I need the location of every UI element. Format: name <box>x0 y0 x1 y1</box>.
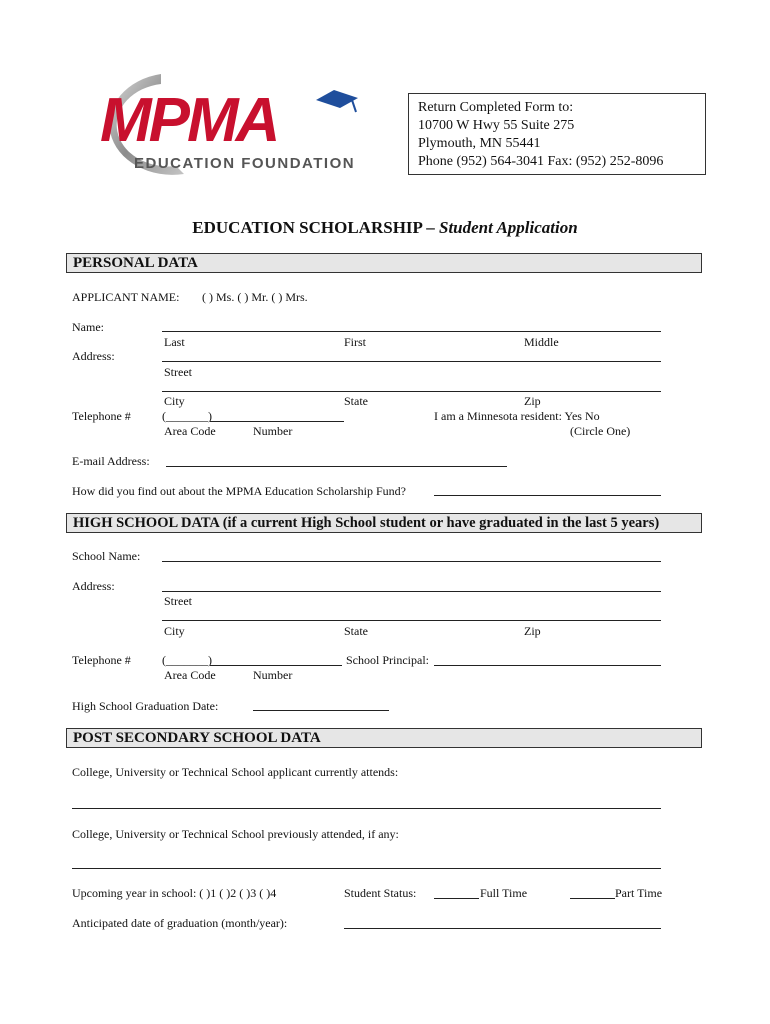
current-school-field[interactable] <box>72 808 661 809</box>
hs-grad-date-field[interactable] <box>253 710 389 711</box>
hs-city-state-zip-field[interactable] <box>162 620 661 621</box>
logo-wordmark: MPMA <box>100 86 278 155</box>
hs-area-code-field[interactable]: (_______) <box>162 653 212 667</box>
phone-number-field[interactable] <box>210 421 344 422</box>
telephone-label: Telephone # <box>72 409 131 423</box>
high-school-header <box>66 513 702 533</box>
school-name-field[interactable] <box>162 561 661 562</box>
city-state-zip-field[interactable] <box>162 391 661 392</box>
hs-zip-caption: Zip <box>524 624 541 638</box>
previous-school-field[interactable] <box>72 868 661 869</box>
anticipated-grad-label: Anticipated date of graduation (month/year): <box>72 916 288 930</box>
state-caption: State <box>344 394 368 408</box>
upcoming-year-options[interactable]: Upcoming year in school: ( )1 ( )2 ( )3 ( )4 <box>72 886 277 900</box>
last-caption: Last <box>164 335 185 349</box>
title-italic: Student Application <box>438 218 578 237</box>
school-principal-field[interactable] <box>434 665 661 666</box>
area-code-field[interactable]: (_______) <box>162 409 212 423</box>
city-caption: City <box>164 394 185 408</box>
street-field[interactable] <box>162 361 661 362</box>
street-caption: Street <box>164 365 192 379</box>
hs-address-label: Address: <box>72 579 115 593</box>
circle-one-caption: (Circle One) <box>570 424 631 438</box>
how-find-label: How did you find out about the MPMA Education Scholarship Fund? <box>72 484 406 498</box>
mpma-logo <box>66 68 366 178</box>
return-line-2: 10700 W Hwy 55 Suite 275 <box>418 118 575 133</box>
area-code-caption: Area Code <box>164 424 216 438</box>
part-time-blank[interactable] <box>570 898 615 899</box>
school-name-label: School Name: <box>72 549 141 563</box>
number-caption: Number <box>253 424 293 438</box>
full-time-blank[interactable] <box>434 898 479 899</box>
mn-resident-question[interactable]: I am a Minnesota resident: Yes No <box>434 409 600 423</box>
hs-phone-number-field[interactable] <box>210 665 342 666</box>
part-time-label: Part Time <box>615 886 663 900</box>
email-label: E-mail Address: <box>72 454 150 468</box>
hs-state-caption: State <box>344 624 368 638</box>
zip-caption: Zip <box>524 394 541 408</box>
return-line-4: Phone (952) 564-3041 Fax: (952) 252-8096 <box>418 154 664 169</box>
hs-street-field[interactable] <box>162 591 661 592</box>
name-label: Name: <box>72 320 104 334</box>
hs-city-caption: City <box>164 624 185 638</box>
first-caption: First <box>344 335 367 349</box>
graduation-cap-icon <box>316 90 358 108</box>
anticipated-grad-field[interactable] <box>344 928 661 929</box>
how-find-field[interactable] <box>434 495 661 496</box>
name-field[interactable] <box>162 331 661 332</box>
form-title <box>0 218 770 238</box>
salutation-options[interactable]: ( ) Ms. ( ) Mr. ( ) Mrs. <box>202 290 308 304</box>
return-line-3: Plymouth, MN 55441 <box>418 136 541 151</box>
hs-telephone-label: Telephone # <box>72 653 131 667</box>
current-school-label: College, University or Technical School applicant currently attends: <box>72 765 399 779</box>
middle-caption: Middle <box>524 335 559 349</box>
title-main: EDUCATION SCHOLARSHIP – <box>192 218 439 237</box>
section-title: HIGH SCHOOL DATA (if a current High School student or have graduated in the last 5 years) <box>73 515 660 531</box>
logo-subtitle: EDUCATION FOUNDATION <box>134 155 356 172</box>
school-principal-label: School Principal: <box>346 653 429 667</box>
email-field[interactable] <box>166 466 507 467</box>
hs-street-caption: Street <box>164 594 192 608</box>
section-title: POST SECONDARY SCHOOL DATA <box>73 730 321 746</box>
hs-area-code-caption: Area Code <box>164 668 216 682</box>
personal-data-header <box>66 253 702 273</box>
previous-school-label: College, University or Technical School previously attended, if any: <box>72 827 399 841</box>
student-status-label: Student Status: <box>344 886 417 900</box>
hs-number-caption: Number <box>253 668 293 682</box>
section-title: PERSONAL DATA <box>73 255 198 271</box>
return-address-box <box>408 93 706 175</box>
full-time-label: Full Time <box>480 886 528 900</box>
return-line-1: Return Completed Form to: <box>418 100 574 115</box>
post-secondary-header <box>66 728 702 748</box>
applicant-name-label: APPLICANT NAME: <box>72 290 180 304</box>
address-label: Address: <box>72 349 115 363</box>
hs-grad-date-label: High School Graduation Date: <box>72 699 219 713</box>
